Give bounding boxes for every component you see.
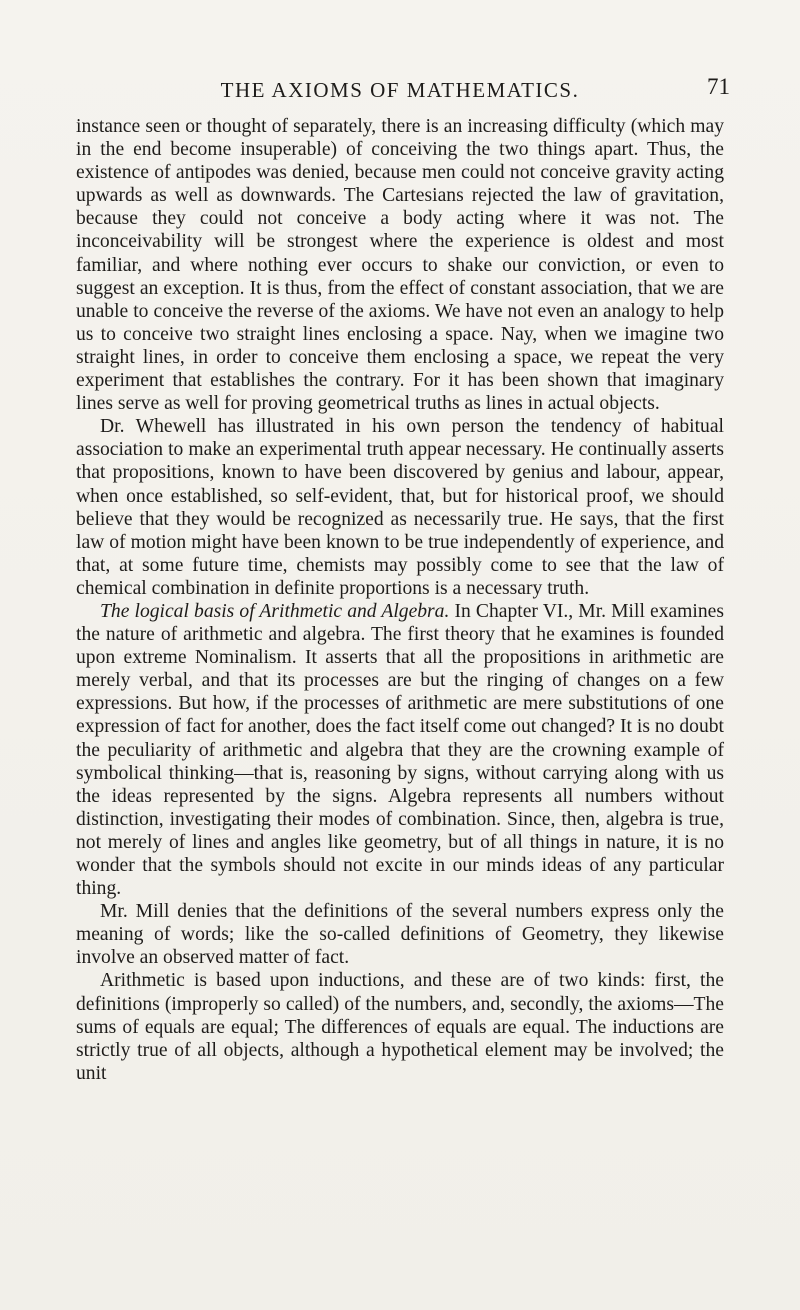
paragraph-4: Mr. Mill denies that the definitions of the several numbers express only the meaning of words; like the so-called definitions of Geometry, they likewise involve an observed matter of fact.: [76, 901, 724, 969]
paragraph-2: Dr. Whewell has illustrated in his own person the tendency of habitual association to make an experimental truth appear necessary. He continually asserts that propositions, known to have been discovered by genius and labour, appear, when once established, so self-evident, that, but for historical proof, we should believe that they would be recognized as necessarily true. He says, that the first law of motion might have been known to be true independently of experience, and that, at some future time, chemists may possibly come to see that the law of chemical combination in definite proportions is a necessary truth.: [76, 416, 724, 599]
paragraph-3: [76, 600, 724, 900]
page-header: [0, 74, 800, 108]
body-text: [76, 115, 724, 1085]
paragraph-5: Arithmetic is based upon inductions, and these are of two kinds: first, the definitions (improperly so called) of the numbers, and, secondly, the axioms—The sums of equals are equal; The differences of equals are equal. The inductions are strictly true of all objects, although a hypothetical element may be involved; the unit: [76, 970, 724, 1084]
paragraph-1: instance seen or thought of separately, there is an increasing difficulty (which may in the end become insuperable) of conceiving the two things apart. Thus, the existence of antipodes was denied, because men could not conceive gravity acting upwards as well as downwards. The Cartesians rejected the law of gravitation, because they could not conceive a body acting where it was not. The inconceivability will be strongest where the experience is oldest and most familiar, and where nothing ever occurs to shake our conviction, or even to suggest an exception. It is thus, from the effect of constant association, that we are unable to conceive the reverse of the axioms. We have not even an analogy to help us to conceive two straight lines enclosing a space. Nay, when we imagine two straight lines, in order to conceive them enclosing a space, we repeat the very experiment that establishes the contrary. For it has been shown that imaginary lines serve as well for proving geometrical truths as lines in actual objects.: [76, 116, 724, 415]
running-head: THE AXIOMS OF MATHEMATICS.: [220, 78, 580, 102]
page-number: 71: [707, 74, 730, 99]
section-subheading: The logical basis of Arithmetic and Algebra.: [100, 600, 450, 622]
paragraph-3-text: In Chapter VI., Mr. Mill examines the nature of arithmetic and algebra. The first theory that he examines is founded upon extreme Nominalism. It asserts that all the propositions in arithmetic are merely verbal, and that its processes are but the ringing of changes on a few expressions. But how, if the processes of arithmetic are mere substitutions of one expression of fact for another, does the fact itself come out changed? It is no doubt the peculiarity of arithmetic and algebra that they are the crowning example of symbolical thinking—that is, reasoning by signs, without carrying along with us the ideas represented by the signs. Algebra represents all numbers without distinction, investigating their modes of combination. Since, then, algebra is true, not merely of lines and angles like geometry, but of all things in nature, it is no wonder that the symbols should not excite in our minds ideas of any particular thing.: [76, 600, 724, 900]
